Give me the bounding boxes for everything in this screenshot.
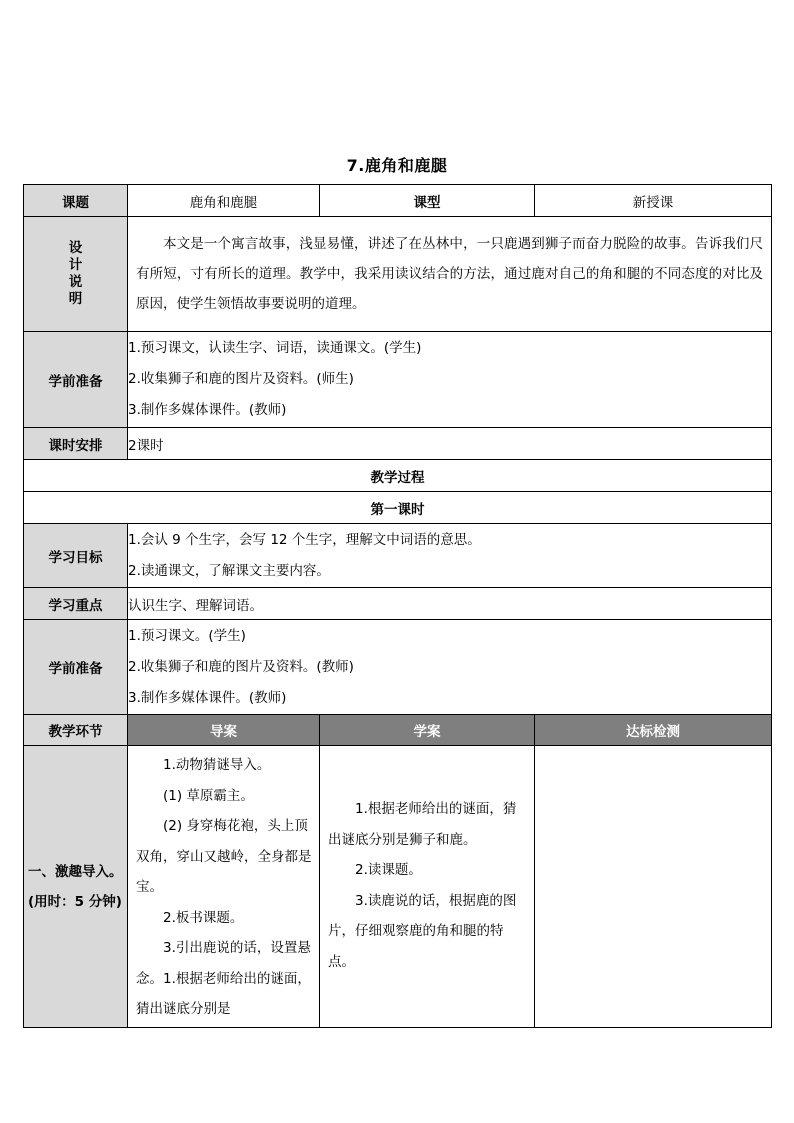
list-item: (2) 身穿梅花袍，头上顶双角，穿山又越岭，全身都是宝。 [136, 818, 312, 895]
design-label-char: 明 [68, 291, 83, 307]
goals-items [128, 524, 772, 588]
process-title-row [24, 460, 772, 492]
guide-header: 导案 [128, 715, 320, 746]
lesson-title-row [24, 492, 772, 524]
process-title: 教学过程 [24, 460, 772, 492]
focus-label: 学习重点 [24, 588, 128, 620]
prep1-label: 学前准备 [24, 332, 128, 428]
list-item: 1.根据老师给出的谜面，猜出谜底分别是狮子和鹿。 [328, 801, 517, 848]
design-label-char: 计 [68, 257, 83, 273]
goals-label: 学习目标 [24, 524, 128, 588]
step1-guide [128, 746, 320, 1028]
type-label: 课型 [320, 185, 535, 217]
design-text: 本文是一个寓言故事，浅显易懂，讲述了在丛林中，一只鹿遇到狮子而奋力脱险的故事。告诉我们尺有所短，寸有所长的道理。教学中，我采用读议结合的方法，通过鹿对自己的角和腿的不同态度的对比及原因，使学生领悟故事要说明的道理。 [136, 236, 763, 312]
list-item: 1.会认 9 个生字，会写 12 个生字，理解文中词语的意思。 [128, 531, 481, 548]
page-title: 7.鹿角和鹿腿 [346, 156, 448, 175]
check-header: 达标检测 [535, 715, 772, 746]
prep2-row [24, 620, 772, 715]
schedule-label: 课时安排 [24, 428, 128, 460]
schedule-value: 2课时 [128, 428, 772, 460]
stage-header: 教学环节 [24, 715, 128, 746]
header-row [24, 185, 772, 217]
lesson-title: 第一课时 [24, 492, 772, 524]
lesson-plan-table [23, 184, 772, 1028]
list-item: 3.制作多媒体课件。(教师) [128, 402, 287, 418]
design-label-char: 设 [68, 240, 83, 256]
list-item: 2.读通课文，了解课文主要内容。 [128, 562, 330, 579]
list-item: 1.动物猜谜导入。 [163, 757, 271, 773]
focus-value: 认识生字、理解词语。 [128, 588, 772, 620]
prep1-items [128, 332, 772, 428]
topic-label: 课题 [24, 185, 128, 217]
list-item: 3.读鹿说的话，根据鹿的图片，仔细观察鹿的角和腿的特点。 [328, 892, 517, 970]
list-item: 3.制作多媒体课件。(教师) [128, 689, 287, 706]
prep1-row [24, 332, 772, 428]
step1-stage: 一、激趣导入。(用时：5 分钟) [24, 746, 128, 1028]
prep2-label: 学前准备 [24, 620, 128, 715]
list-item: 2.板书课题。 [163, 909, 244, 926]
schedule-row [24, 428, 772, 460]
list-item: 1.预习课文。(学生) [128, 627, 246, 644]
list-item: 1.预习课文，认读生字、词语，读通课文。(学生) [128, 340, 422, 356]
list-item: (1) 草原霸主。 [163, 787, 254, 804]
focus-row [24, 588, 772, 620]
step1-study [320, 746, 535, 1028]
design-label-char: 说 [68, 274, 83, 290]
design-row [24, 217, 772, 332]
design-text-cell [128, 217, 772, 332]
list-item: 2.收集狮子和鹿的图片及资料。(师生) [128, 371, 354, 387]
topic-value: 鹿角和鹿腿 [128, 185, 320, 217]
step1-row [24, 746, 772, 1028]
steps-header-row [24, 715, 772, 746]
list-item: 2.读课题。 [355, 862, 422, 878]
list-item: 2.收集狮子和鹿的图片及资料。(教师) [128, 658, 354, 675]
prep2-items [128, 620, 772, 715]
step1-check [535, 746, 772, 1028]
design-label [24, 217, 128, 332]
study-header: 学案 [320, 715, 535, 746]
goals-row [24, 524, 772, 588]
type-value: 新授课 [535, 185, 772, 217]
list-item: 3.引出鹿说的话，设置悬念。1.根据老师给出的谜面，猜出谜底分别是 [136, 940, 311, 1017]
